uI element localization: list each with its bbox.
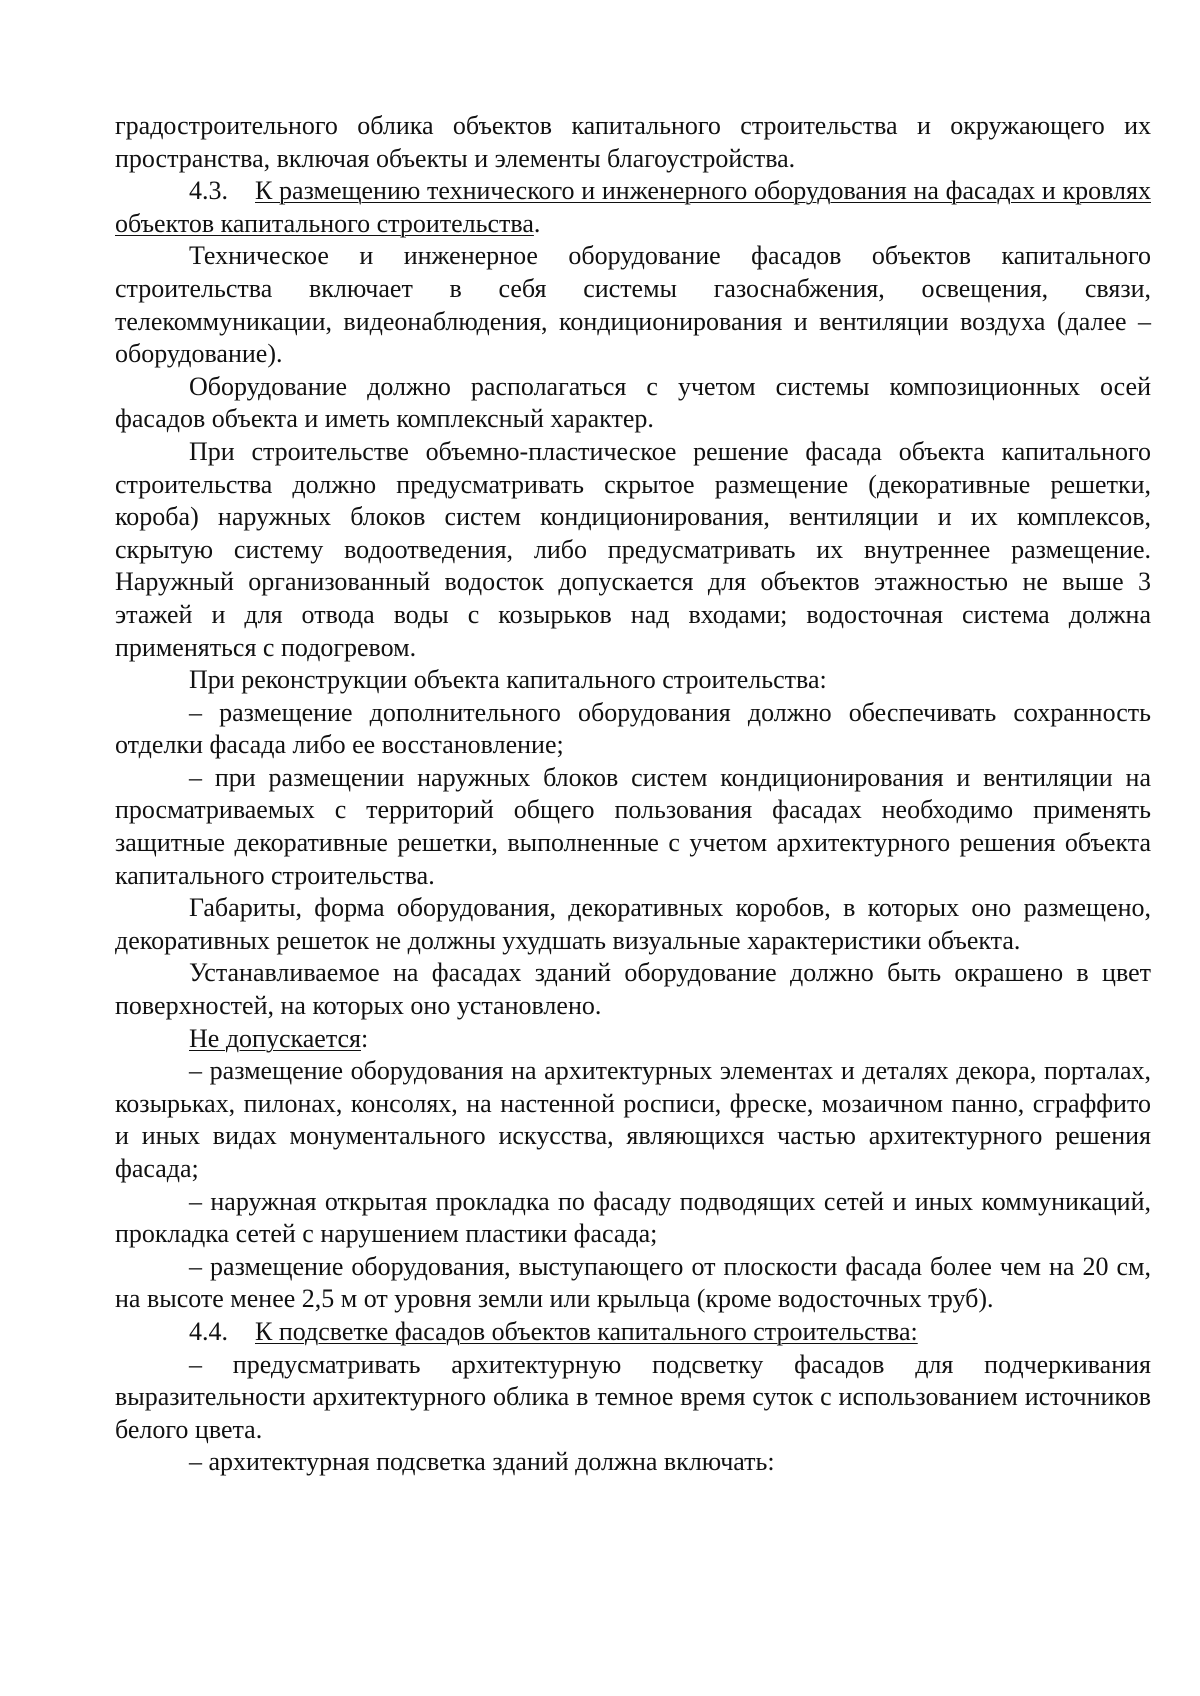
not-allowed-label: Не допускается	[189, 1023, 361, 1053]
list-item: – размещение оборудования, выступающего от плоскости фасада более чем на 20 см, на высоте менее 2,5 м от уровня земли или крыльца (кроме водосточных труб).	[115, 1251, 1151, 1314]
section-title: К подсветке фасадов объектов капитального строительства:	[255, 1316, 918, 1346]
paragraph: При строительстве объемно-пластическое решение фасада объекта капитального строительства должно предусматривать скрытое размещение (декоративные решетки, короба) наружных блоков систем кондиционирования, вентиляции и их комплексов, скрытую систему водоотведения, либо предусматривать их внутреннее размещение. Наружный организованный водосток допускается для объектов этажностью не выше 3 этажей и для отвода воды с козырьков над входами; водосточная система должна применяться с подогревом.	[115, 436, 1151, 662]
paragraph: Устанавливаемое на фасадах зданий оборудование должно быть окрашено в цвет поверхностей, на которых оно установлено.	[115, 958, 1151, 1021]
list-item: – наружная открытая прокладка по фасаду подводящих сетей и иных коммуникаций, прокладка сетей с нарушением пластики фасада;	[115, 1186, 1151, 1249]
section-number: 4.3.	[189, 176, 228, 206]
paragraph: При реконструкции объекта капитального строительства:	[189, 665, 827, 695]
list-item: – при размещении наружных блоков систем кондиционирования и вентиляции на просматриваемых с территорий общего пользования фасадах необходимо применять защитные декоративные решетки, выполненные с учетом архитектурного решения объекта капитального строительства.	[115, 762, 1151, 890]
list-item: – предусматривать архитектурную подсветку фасадов для подчеркивания выразительности архитектурного облика в темное время суток с использованием источников белого цвета.	[115, 1349, 1151, 1444]
not-allowed-trail: :	[361, 1023, 369, 1053]
section-title-trail: .	[533, 208, 541, 238]
paragraph: Габариты, форма оборудования, декоративных коробов, в которых оно размещено, декоративных решеток не должны ухудшать визуальные характеристики объекта.	[115, 893, 1151, 955]
paragraph: Оборудование должно располагаться с учетом системы композиционных осей фасадов объекта и иметь комплексный характер.	[115, 371, 1151, 434]
section-title: К размещению технического и инженерного оборудования на фасадах и кровлях объектов капитального строительства	[115, 176, 1151, 238]
list-item: – размещение дополнительного оборудования должно обеспечивать сохранность отделки фасада либо ее восстановление;	[115, 697, 1151, 760]
section-4-4-heading	[115, 1316, 1151, 1349]
continuation-paragraph: градостроительного облика объектов капитального строительства и окружающего их пространства, включая объекты и элементы благоустройства.	[115, 111, 1151, 173]
not-allowed-heading	[115, 1023, 1151, 1056]
document-page	[115, 110, 1151, 1479]
section-number: 4.4.	[189, 1316, 228, 1346]
paragraph: Техническое и инженерное оборудование фасадов объектов капитального строительства включает в себя системы газоснабжения, освещения, связи, телекоммуникации, видеонаблюдения, кондиционирования и вентиляции воздуха (далее – оборудование).	[115, 241, 1151, 369]
section-4-3-heading	[115, 175, 1151, 240]
list-item: – размещение оборудования на архитектурных элементах и деталях декора, порталах, козырьках, пилонах, консолях, на настенной росписи, фреске, мозаичном панно, сграффито и иных видах монументального искусства, являющихся частью архитектурного решения фасада;	[115, 1056, 1151, 1183]
list-item: – архитектурная подсветка зданий должна включать:	[189, 1447, 775, 1477]
